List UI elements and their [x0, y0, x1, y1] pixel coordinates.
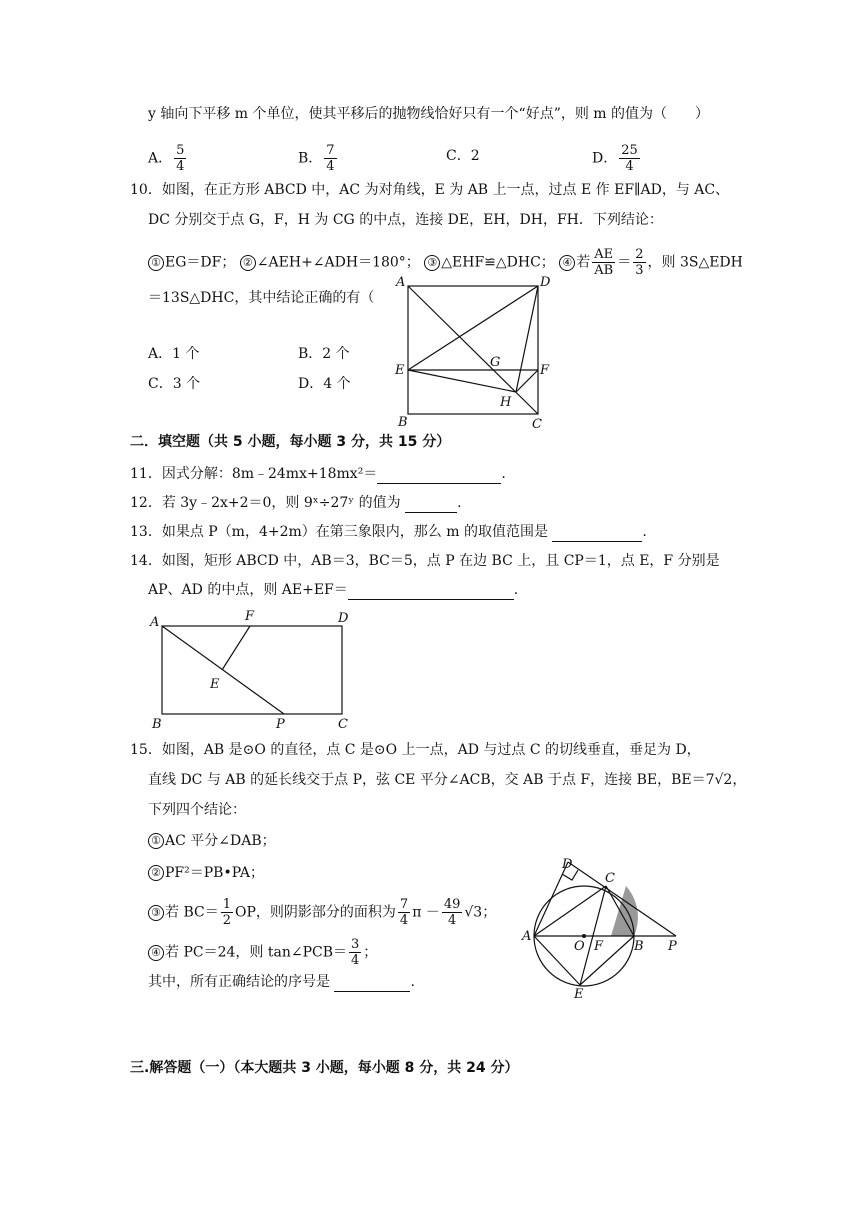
q10-line4: ＝13S△DHC，其中结论正确的有（ — [148, 290, 375, 306]
label-D: D — [562, 857, 573, 872]
label-P: P — [276, 717, 285, 732]
section3-heading: 三.解答题（一）（本大题共 3 小题，每小题 8 分，共 24 分） — [130, 1060, 519, 1076]
label-D: D — [540, 275, 551, 290]
q14-line2: AP、AD 的中点，则 AE+EF＝ . — [148, 582, 519, 598]
q9-line: y 轴向下平移 m 个单位，使其平移后的抛物线恰好只有一个“好点”，则 m 的值为（ ） — [148, 106, 710, 122]
q13: 13．如果点 P（m，4+2m）在第三象限内，那么 m 的取值范围是 . — [130, 524, 647, 540]
q10-option-b: B．2 个 — [298, 346, 350, 362]
q15-conclusion-4: ④ 若 PC＝24，则 tan∠PCB＝ $\frac{3}{4}$ ； — [148, 937, 377, 968]
q10-square-figure — [392, 272, 562, 434]
section2-heading: 二．填空题（共 5 小题，每小题 3 分，共 15 分） — [130, 434, 451, 450]
circled-1: ① — [148, 255, 164, 271]
q10-option-a: A．1 个 — [148, 346, 200, 362]
q15-conclusion-3: ③ 若 BC＝ $\frac{1}{2}$ OP，则阴影部分的面积为 $\frac{7}{4}$ π － $\frac{49}{4}$ √3； — [148, 897, 496, 928]
label-E: E — [395, 363, 405, 378]
q11: 11．因式分解：8m﹣24mx+18mx²＝ . — [130, 466, 506, 482]
label-E: E — [574, 987, 584, 1000]
q9-option-d: D． $\frac{25}{4}$ — [592, 143, 638, 174]
q9-option-a: A． $\frac{5}{4}$ — [148, 143, 185, 174]
q15-line3: 下列四个结论： — [148, 802, 246, 818]
q10-option-d: D．4 个 — [298, 376, 351, 392]
q14-line1: 14．如图，矩形 ABCD 中，AB＝3，BC＝5，点 P 在边 BC 上，且 CP＝1，点 E，F 分别是 — [130, 553, 720, 569]
label-B: B — [152, 717, 162, 732]
label-P: P — [668, 939, 677, 954]
label-C: C — [605, 871, 615, 886]
label-A: A — [522, 929, 532, 944]
q14-rectangle-figure — [140, 604, 360, 732]
q10-option-c: C．3 个 — [148, 376, 201, 392]
q9-option-c: C．2 — [446, 148, 480, 164]
label-C: C — [532, 417, 542, 432]
label-F: F — [245, 609, 255, 624]
label-F: F — [540, 363, 550, 378]
label-G: G — [490, 355, 501, 370]
label-B: B — [398, 415, 408, 430]
label-D: D — [338, 611, 349, 626]
label-B: B — [634, 939, 644, 954]
q15-final: 其中，所有正确结论的序号是 . — [148, 974, 415, 990]
q10-line2: DC 分别交于点 G，F，H 为 CG 的中点，连接 DE，EH，DH，FH．下列结论： — [148, 212, 663, 228]
q10-line1: 10．如图，在正方形 ABCD 中，AC 为对角线，E 为 AB 上一点，过点 E 作 EF∥AD，与 AC、 — [130, 182, 730, 198]
q15-line1: 15．如图，AB 是⊙O 的直径，点 C 是⊙O 上一点，AD 与过点 C 的切线垂直，垂足为 D， — [130, 742, 701, 758]
label-E: E — [210, 677, 220, 692]
label-A: A — [150, 615, 160, 630]
q15-line2: 直线 DC 与 AB 的延长线交于点 P，弦 CE 平分∠ACB，交 AB 于点 F，连接 BE，BE＝7√2， — [148, 772, 747, 788]
q15-conclusion-1: ① AC 平分∠DAB； — [148, 831, 276, 851]
circled-3: ③ — [424, 255, 440, 271]
circled-4: ④ — [559, 255, 575, 271]
q15-circle-figure — [516, 850, 688, 1000]
circled-2: ② — [240, 255, 256, 271]
q10-conclusions: ① EG＝DF； ② ∠AEH+∠ADH＝180°； ③ △EHF≌△DHC； ④ 若 $\frac{AE}{AB}$ ＝ $\frac{2}{3}$ ，则 3S△EDH — [148, 247, 743, 278]
label-H: H — [500, 395, 512, 410]
label-O: O — [574, 939, 585, 954]
label-A: A — [396, 275, 406, 290]
q9-option-b: B． $\frac{7}{4}$ — [298, 143, 335, 174]
label-C: C — [338, 717, 348, 732]
q12: 12．若 3y﹣2x+2＝0，则 9ˣ÷27ʸ 的值为 . — [130, 495, 462, 511]
label-F: F — [594, 939, 604, 954]
q15-conclusion-2: ② PF²＝PB•PA； — [148, 863, 264, 883]
